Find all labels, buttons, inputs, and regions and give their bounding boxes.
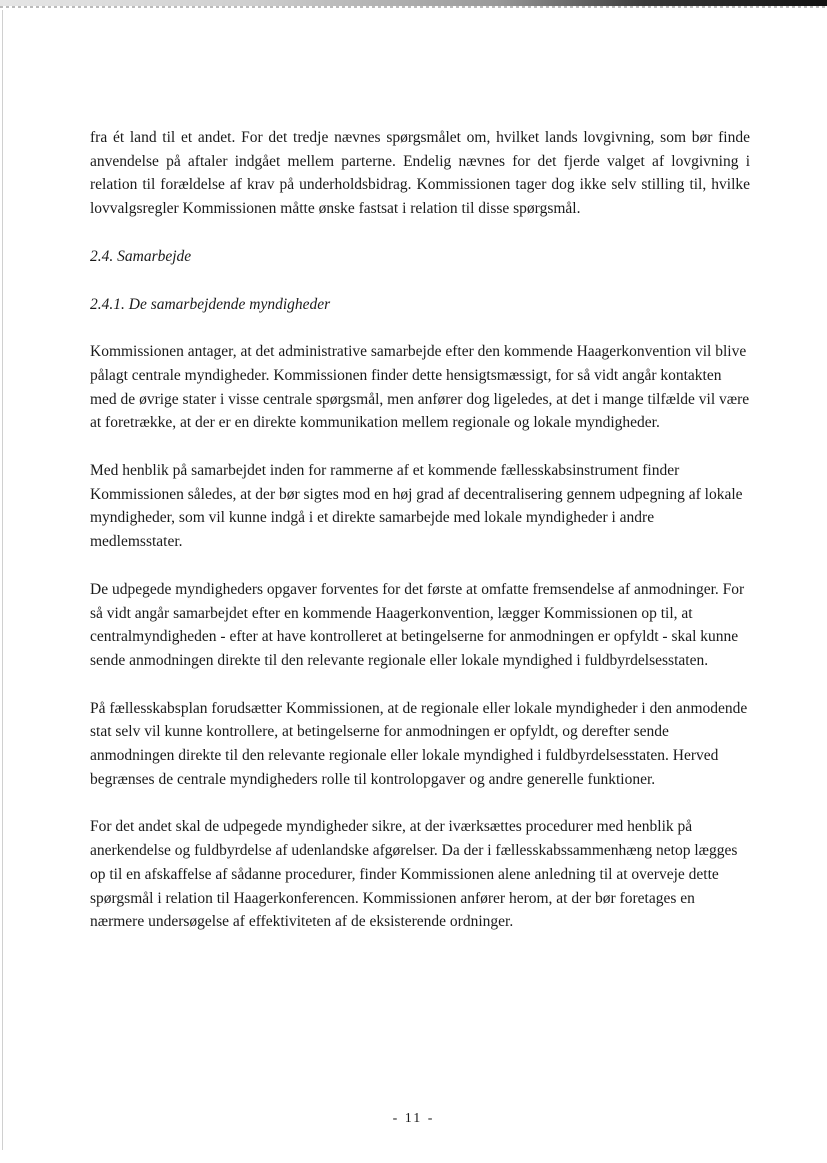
- scan-top-edge: [0, 0, 827, 8]
- paragraph: For det andet skal de udpegede myndigheder sikre, at der iværksættes procedurer med henblik på anerkendelse og fuldbyrdelse af udenlandske afgørelser. Da der i fællesskabssammenhæng netop lægges op til en afskaffelse af sådanne procedurer, finder Kommissionen alene anledning til at overveje dette spørgsmål i relation til Haagerkonferencen. Kommissionen anfører herom, at der bør foretages en nærmere undersøgelse af effektiviteten af de eksisterende ordninger.: [90, 818, 738, 931]
- page-number: - 11 -: [392, 1111, 435, 1126]
- paragraph: De udpegede myndigheders opgaver forventes for det første at omfatte fremsendelse af anmodninger. For så vidt angår samarbejdet efter en kommende Haagerkonvention, lægger Kommissionen op til, at centralmyndigheden - efter at have kontrolleret at betingelserne for anmodningen er opfyldt - skal kunne sende anmodningen direkte til den relevante regionale eller lokale myndighed i fuldbyrdelsesstaten.: [90, 580, 745, 669]
- paragraph-continuation: fra ét land til et andet. For det tredje nævnes spørgsmålet om, hvilket lands lovgivning, som bør finde anvendelse på aftaler indgået mellem parterne. Endelig nævnes for det fjerde valget af lovgivning i relation til forældelse af krav på underholdsbidrag. Kommissionen tager dog ikke selv stilling til, hvilke lovvalgsregler Kommissionen måtte ønske fastsat i relation til disse spørgsmål.: [90, 129, 750, 218]
- section-heading: 2.4. Samarbejde: [90, 247, 192, 265]
- paragraph: Med henblik på samarbejdet inden for rammerne af et kommende fællesskabsinstrument finder Kommissionen således, at der bør sigtes mod en høj grad af decentralisering gennem udpegning af lokale myndigheder, som vil kunne indgå i et direkte samarbejde med lokale myndigheder i andre medlemsstater.: [90, 462, 743, 551]
- paragraph: På fællesskabsplan forudsætter Kommissionen, at de regionale eller lokale myndigheder i den anmodende stat selv vil kunne kontrollere, at betingelserne for anmodningen er opfyldt, og derefter sende anmodningen direkte til den relevante regionale eller lokale myndighed i fuldbyrdelsesstaten. Herved begrænses de centrale myndigheders rolle til kontrolopgaver og andre generelle funktioner.: [90, 699, 748, 788]
- page-body: [90, 126, 750, 958]
- paragraph: Kommissionen antager, at det administrative samarbejde efter den kommende Haagerkonvention vil blive pålagt centrale myndigheder. Kommissionen finder dette hensigtsmæssigt, for så vidt angår kontakten med de øvrige stater i visse centrale spørgsmål, men anfører dog ligeledes, at det i mange tilfælde vil være at foretrække, at der er en direkte kommunikation mellem regionale og lokale myndigheder.: [90, 343, 750, 432]
- subsection-heading: 2.4.1. De samarbejdende myndigheder: [90, 295, 331, 313]
- scan-left-edge: [2, 10, 3, 1150]
